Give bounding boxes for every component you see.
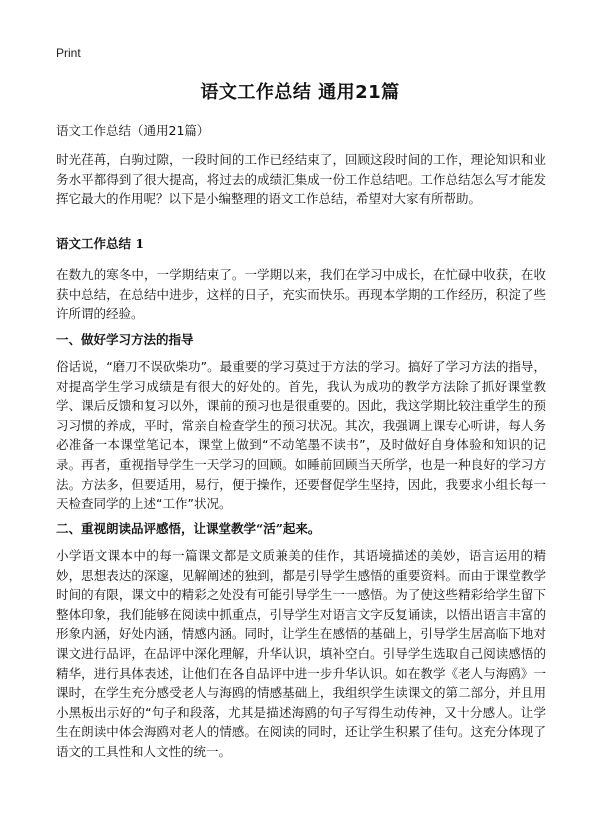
heading-study-methods: 一、做好学习方法的指导 xyxy=(56,332,194,347)
paragraph-study-methods: 俗话说，“磨刀不误砍柴功”。最重要的学习莫过于方法的学习。搞好了学习方法的指导，对提高学生学习成绩是有很大的好处的。首先，我认为成功的教学方法除了抓好课堂教学、课后反馈和复习以外，课前的预习也是很重要的。因此，我这学期比较注重学生的预习习惯的养成，平时，常亲自检查学生的预习状况。其次，我强调上课专心听讲，每人务必准备一本课堂笔记本，课堂上做到“不动笔墨不读书”，及时做好自身体验和知识的记录。再者，重视指导学生一天学习的回顾。如睡前回顾当天所学，也是一种良好的学习方法。方法多，但要适用，易行，便于操作，还要督促学生坚持，因此，我要求小组长每一天检查同学的上述“工作”状况。 xyxy=(56,359,546,512)
document-title: 语文工作总结 通用21篇 xyxy=(200,82,400,103)
paragraph-reading-appreciation: 小学语文课本中的每一篇课文都是文质兼美的佳作，其语境描述的美妙，语言运用的精妙，思想表达的深邃，见解阐述的独到，都是引导学生感悟的重要资料。而由于课堂教学时间的有限，课文中的精彩之处没有可能引导学生一一感悟。为了使这些精彩给学生留下整体印象，我们能够在阅读中抓重点，引导学生对语言文字反复诵读，以悟出语言丰富的形象内涵，好处内涵，情感内涵。同时，让学生在感悟的基础上，引导学生居高临下地对课文进行品评，在品评中深化理解，升华认识，填补空白。引导学生选取自己阅读感悟的精华，进行具体表述，让他们在各自品评中进一步升华认识。如在教学《老人与海鸥》一课时，在学生充分感受老人与海鸥的情感基础上，我组织学生读课文的第二部分，并且用小黑板出示好的“句子和段落，尤其是描述海鸥的句子写得生动传神，又十分感人。让学生在朗读中体会海鸥对老人的情感。在阅读的同时，还让学生积累了佳句。这充分体现了语文的工具性和人文性的统一。 xyxy=(56,548,546,759)
intro-paragraph: 时光荏苒，白驹过隙，一段时间的工作已经结束了，回顾这段时间的工作，理论知识和业务水平都得到了很大提高，将过去的成绩汇集成一份工作总结吧。工作总结怎么写才能发挥它最大的作用呢？以下是小编整理的语文工作总结，希望对大家有所帮助。 xyxy=(56,152,546,207)
section-title: 语文工作总结 1 xyxy=(56,236,145,251)
section-intro-paragraph: 在数九的寒冬中，一学期结束了。一学期以来，我们在学习中成长，在忙碌中收获，在收获中总结，在总结中进步，这样的日子，充实而快乐。再现本学期的工作经历，积淀了些许所谓的经验。 xyxy=(56,267,546,322)
document-subtitle: 语文工作总结（通用21篇） xyxy=(56,123,210,138)
heading-reading-appreciation: 二、重视朗读品评感悟，让课堂教学“活”起来。 xyxy=(56,521,321,536)
print-link[interactable]: Print xyxy=(56,46,81,60)
